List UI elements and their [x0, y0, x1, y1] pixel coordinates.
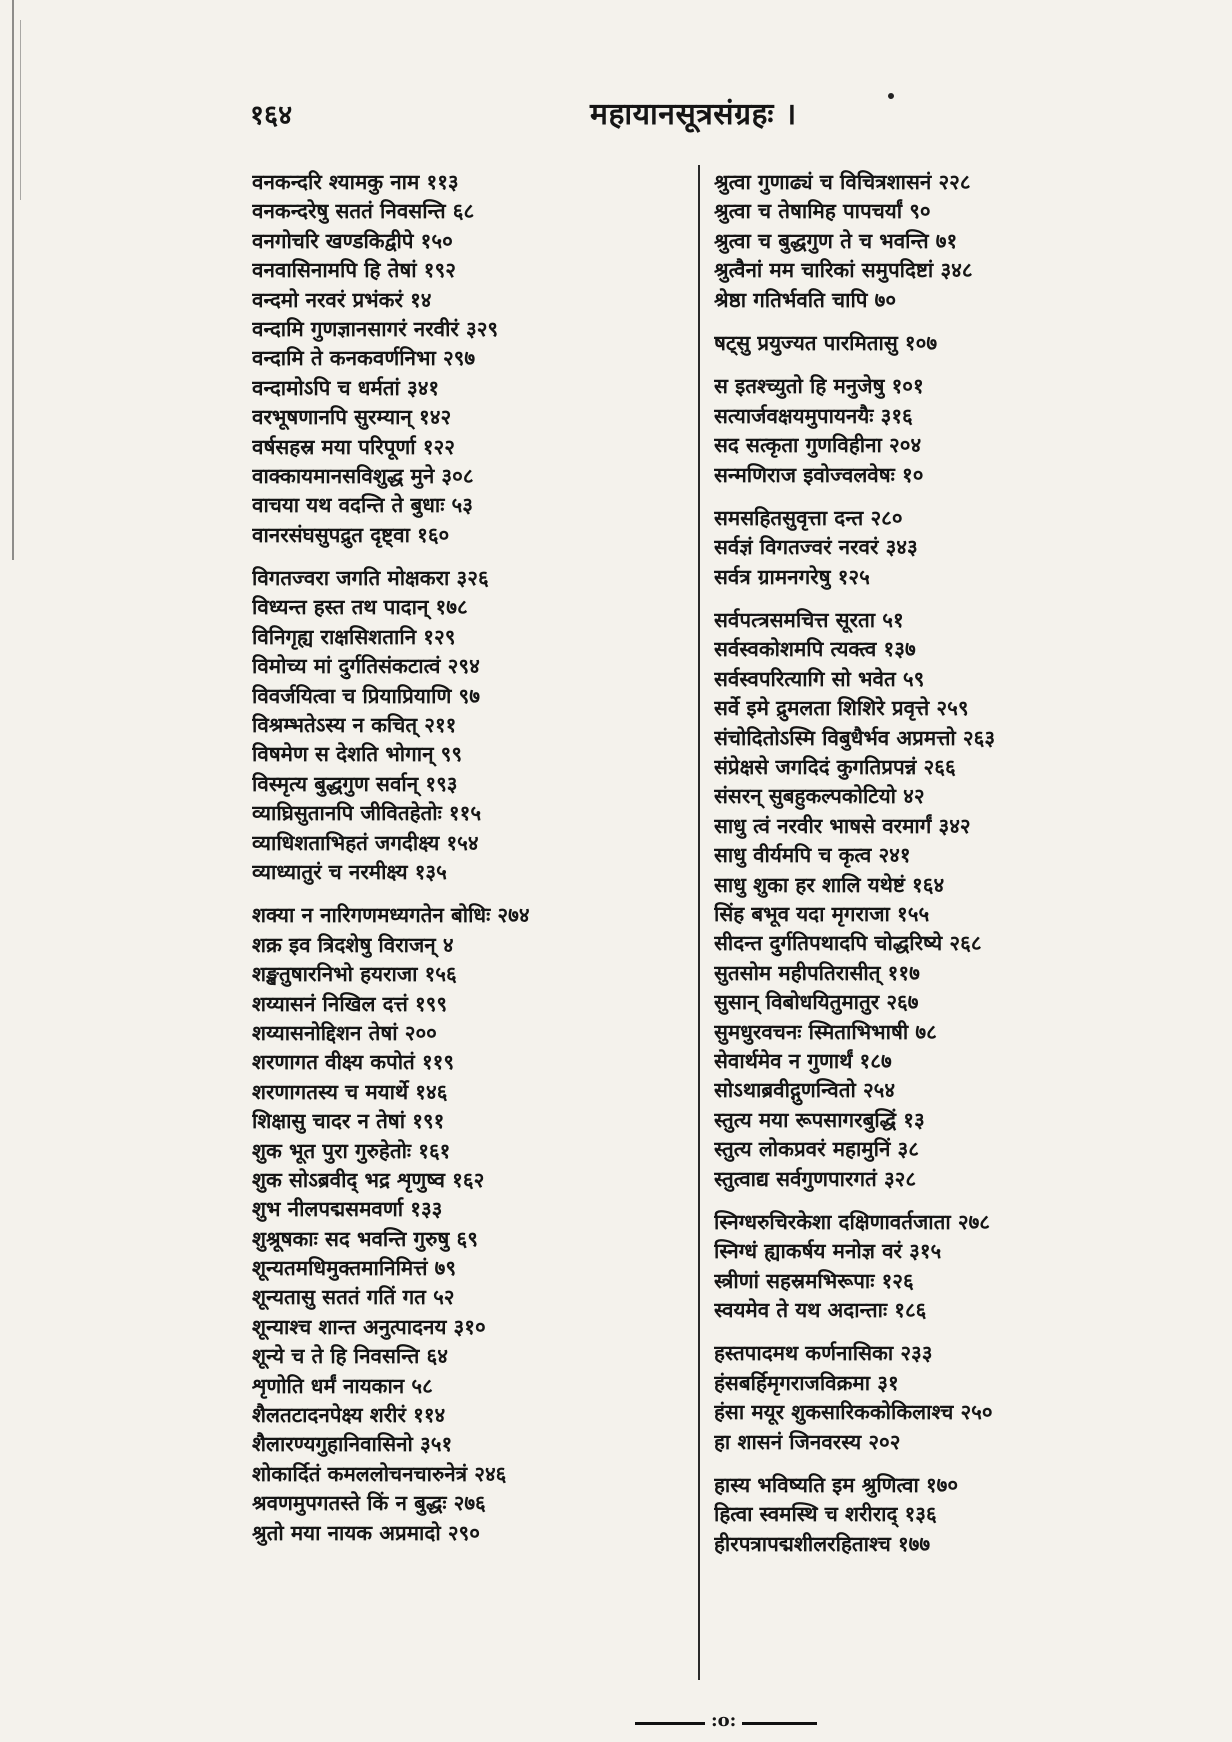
index-entry: विनिगृह्य राक्षसिशतानि १२९ — [252, 624, 456, 649]
footer-ornament: :o: — [705, 1710, 742, 1731]
index-entry: श्रुत्वैनां मम चारिकां समुपदिष्टां ३४८ — [714, 258, 973, 283]
index-entry: सर्वत्र ग्रामनगरेषु १२५ — [714, 564, 870, 589]
index-entry: व्याघ्रिसुतानपि जीवितहेतोः ११५ — [252, 801, 482, 826]
index-entry: वाक्कायमानसविशुद्ध मुने ३०८ — [252, 463, 474, 488]
index-entry: शृणोति धर्मं नायकान ५८ — [252, 1373, 433, 1398]
index-entry: वन्दामि ते कनकवर्णनिभा २९७ — [252, 346, 476, 371]
index-entry: सुमधुरवचनः स्मिताभिभाषी ७८ — [714, 1019, 937, 1044]
index-entry: स्निग्धरुचिरकेशा दक्षिणावर्तजाता २७८ — [714, 1209, 990, 1234]
index-entry: शोकार्दितं कमललोचनचारुनेत्रं २४६ — [252, 1461, 507, 1486]
index-entry: सर्वे इमे द्रुमलता शिशिरे प्रवृत्ते २५९ — [714, 696, 969, 721]
group-gap — [714, 358, 1134, 372]
index-entry: सुसान् विबोधयितुमातुर २६७ — [714, 990, 919, 1015]
index-entry: सर्वस्वपरित्यागि सो भवेत ५९ — [714, 666, 925, 691]
index-entry: हंसा मयूर शुकसारिककोकिलाश्च २५० — [714, 1400, 993, 1425]
index-entry: श्रवणमुपगतस्ते किं न बुद्धः २७६ — [252, 1491, 486, 1516]
index-entry: वाचया यथ वदन्ति ते बुधाः ५३ — [252, 493, 473, 518]
index-entry: स्निग्धं ह्याकर्षय मनोज्ञ वरं ३१५ — [714, 1239, 942, 1264]
index-entry: शुक भूत पुरा गुरुहेतोः १६१ — [252, 1138, 451, 1163]
index-entry: शरणागत वीक्ष्य कपोतं ११९ — [252, 1050, 455, 1075]
index-entry: शुश्रूषकाः सद भवन्ति गुरुषु ६९ — [252, 1226, 478, 1251]
group-gap — [714, 1194, 1134, 1208]
index-entry: सर्वपत्त्रसमचित्त सूरता ५१ — [714, 608, 904, 633]
index-entry: शय्यासनं निखिल दत्तं १९९ — [252, 991, 448, 1016]
index-entry: श्रेष्ठा गतिर्भवति चापि ७० — [714, 287, 897, 312]
index-entry: सद सत्कृता गुणविहीना २०४ — [714, 433, 922, 458]
group-gap — [714, 592, 1134, 606]
index-entry: सत्यार्जवक्षयमुपायनयैः ३१६ — [714, 403, 913, 428]
index-entry: वानरसंघसुपद्रुत दृष्ट्वा १६० — [252, 522, 450, 547]
index-entry: संसरन् सुबहुकल्पकोटियो ४२ — [714, 784, 925, 809]
index-entry: विगतज्वरा जगति मोक्षकरा ३२६ — [252, 566, 489, 591]
index-entry: शून्याश्च शान्त अनुत्पादनय ३१० — [252, 1314, 486, 1339]
index-entry: शैलारण्यगुहानिवासिनो ३५१ — [252, 1432, 453, 1457]
index-entry: वनकन्दरि श्यामकु नाम ११३ — [252, 170, 459, 194]
index-entry: शैलतटादनपेक्ष्य शरीरं ११४ — [252, 1403, 446, 1428]
index-entry: विषमेण स देशति भोगान् ९९ — [252, 742, 463, 767]
index-entry: स्तुत्वाद्य सर्वगुणपारगतं ३२८ — [714, 1166, 917, 1191]
index-entry: व्याध्यातुरं च नरमीक्ष्य १३५ — [252, 859, 447, 884]
index-entry: वरभूषणानपि सुरम्यान् १४२ — [252, 405, 452, 430]
index-entry: हास्य भविष्यति इम श्रुणित्वा १७० — [714, 1473, 959, 1498]
index-entry: श्रुत्वा गुणाढ्यं च विचित्रशासनं २२८ — [714, 170, 971, 194]
index-entry: शक्र इव त्रिदशेषु विराजन् ४ — [252, 932, 454, 957]
index-entry: शून्ये च ते हि निवसन्ति ६४ — [252, 1344, 448, 1369]
index-entry: हीरपत्रापद्मशीलरहिताश्च १७७ — [714, 1531, 931, 1556]
index-entry: विस्मृत्य बुद्धगुण सर्वान् १९३ — [252, 771, 458, 796]
index-entry: सुतसोम महीपतिरासीत् ११७ — [714, 960, 920, 985]
index-entry: स्तुत्य लोकप्रवरं महामुनिं ३८ — [714, 1137, 919, 1162]
index-entry: स इतश्च्युतो हि मनुजेषु १०१ — [714, 374, 924, 399]
index-entry: स्त्रीणां सहस्रमभिरूपाः १२६ — [714, 1268, 914, 1293]
index-entry: विश्रम्भतेऽस्य न कचित् २११ — [252, 713, 457, 738]
index-entry: षट्सु प्रयुज्यत पारमितासु १०७ — [714, 330, 938, 355]
running-title: महायानसूत्रसंग्रहः । — [590, 97, 797, 132]
index-entry: सन्मणिराज इवोज्वलवेषः १० — [714, 462, 924, 487]
index-entry: शून्यतमधिमुक्तमानिमित्तं ७९ — [252, 1256, 457, 1281]
index-entry: सेवार्थमेव न गुणार्थं १८७ — [714, 1048, 892, 1073]
index-entry: वनगोचरि खण्डकिद्वीपे १५० — [252, 228, 453, 253]
index-entry: साधु शुका हर शालि यथेष्टं १६४ — [714, 872, 945, 897]
index-entry: श्रुत्वा च बुद्धगुण ते च भवन्ति ७१ — [714, 228, 958, 253]
index-entry: वन्दमो नरवरं प्रभंकरं १४ — [252, 287, 432, 312]
group-gap — [714, 1457, 1134, 1471]
index-entry: शुक सोऽब्रवीद् भद्र शृणुष्व १६२ — [252, 1167, 485, 1192]
index-entry: विध्यन्त हस्त तथ पादान् १७८ — [252, 595, 468, 620]
index-column-right — [714, 168, 1134, 1559]
index-entry: हित्वा स्वमस्थि च शरीराद् १३६ — [714, 1502, 937, 1527]
index-entry: हस्तपादमथ कर्णनासिका २३३ — [714, 1341, 933, 1366]
index-entry: शुभ नीलपद्मसमवर्णा १३३ — [252, 1197, 443, 1222]
group-gap — [714, 1325, 1134, 1339]
index-entry: वन्दामि गुणज्ञानसागरं नरवीरं ३२९ — [252, 316, 499, 341]
index-entry: हा शासनं जिनवरस्य २०२ — [714, 1429, 901, 1454]
page-number: १६४ — [250, 100, 293, 131]
index-entry: साधु वीर्यमपि च कृत्व २४१ — [714, 843, 911, 868]
index-entry: श्रुत्वा च तेषामिह पापचर्यां ९० — [714, 199, 931, 224]
index-entry: शिक्षासु चादर न तेषां १९१ — [252, 1109, 445, 1134]
index-entry: शय्यासनोद्दिशन तेषां २०० — [252, 1020, 437, 1045]
index-entry: हंसबर्हिमृगराजविक्रमा ३१ — [714, 1370, 899, 1395]
index-entry: सिंह बभूव यदा मृगराजा १५५ — [714, 901, 930, 926]
index-column-left — [252, 168, 682, 1548]
index-entry: संप्रेक्षसे जगदिदं कुगतिप्रपन्नं २६६ — [714, 755, 956, 780]
index-entry: व्याधिशताभिहतं जगदीक्ष्य १५४ — [252, 830, 479, 855]
group-gap — [252, 550, 682, 564]
binding-edge — [12, 0, 14, 560]
index-entry: सर्वज्ञं विगतज्वरं नरवरं ३४३ — [714, 535, 918, 560]
index-entry: वनकन्दरेषु सततं निवसन्ति ६८ — [252, 199, 475, 224]
binding-edge-inner — [20, 20, 21, 200]
index-entry: सीदन्त दुर्गतिपथादपि चोद्धरिष्ये २६८ — [714, 931, 982, 956]
ink-speck — [888, 93, 894, 99]
group-gap — [714, 315, 1134, 329]
index-entry: शक्या न नारिगणमध्यगतेन बोधिः २७४ — [252, 903, 530, 928]
index-entry: स्वयमेव ते यथ अदान्ताः १८६ — [714, 1298, 927, 1323]
column-divider — [698, 165, 700, 1680]
index-entry: संचोदितोऽस्मि विबुधैर्भव अप्रमत्तो २६३ — [714, 725, 996, 750]
group-gap — [252, 887, 682, 901]
index-entry: शून्यतासु सततं गतिं गत ५२ — [252, 1285, 455, 1310]
index-entry: साधु त्वं नरवीर भाषसे वरमार्गं ३४२ — [714, 813, 971, 838]
index-entry: विमोच्य मां दुर्गतिसंकटात्वं २९४ — [252, 654, 480, 679]
index-entry: सोऽथाब्रवीद्गुणन्वितो २५४ — [714, 1078, 896, 1103]
index-entry: समसहितसुवृत्ता दन्त २८० — [714, 505, 903, 530]
index-entry: वनवासिनामपि हि तेषां १९२ — [252, 258, 456, 283]
group-gap — [714, 490, 1134, 504]
index-entry: शरणागतस्य च मयार्थे १४६ — [252, 1079, 448, 1104]
index-entry: शङ्खतुषारनिभो हयराजा १५६ — [252, 962, 457, 987]
index-entry: स्तुत्य मया रूपसागरबुद्धिं १३ — [714, 1107, 925, 1132]
index-entry: वर्षसहस्र मया परिपूर्णा १२२ — [252, 434, 455, 459]
index-entry: श्रुतो मया नायक अप्रमादो २९० — [252, 1520, 480, 1545]
index-entry: सर्वस्वकोशमपि त्यक्त्व १३७ — [714, 637, 916, 662]
index-entry: वन्दामोऽपि च धर्मतां ३४१ — [252, 375, 440, 400]
index-entry: विवर्जयित्वा च प्रियाप्रियाणि ९७ — [252, 683, 480, 708]
